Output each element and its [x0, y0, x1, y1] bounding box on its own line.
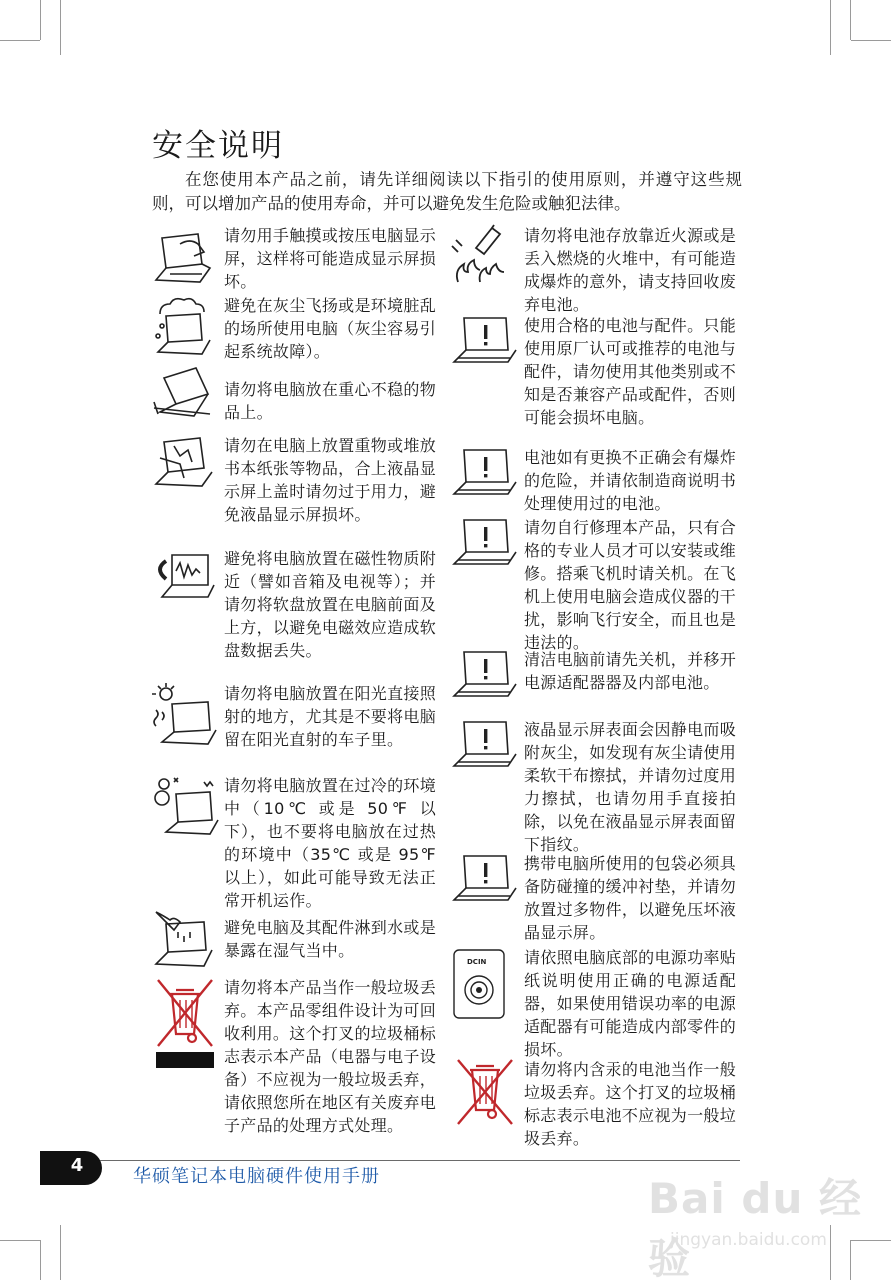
- crop-mark: [60, 0, 61, 55]
- magnet-icon: [150, 547, 220, 617]
- safety-item: [450, 946, 745, 1061]
- safety-item: [150, 294, 445, 364]
- safety-item: [150, 364, 445, 434]
- safety-text: 请勿将电池存放靠近火源或是丢入燃烧的火堆中，有可能造成爆炸的意外，请支持回收废弃电池。: [524, 226, 736, 314]
- safety-item: [150, 908, 445, 978]
- water-icon: [150, 908, 220, 978]
- safety-text: 避免在灰尘飞扬或是环境脏乱的场所使用电脑（灰尘容易引起系统故障）。: [224, 296, 436, 361]
- crop-mark: [40, 0, 41, 40]
- temperature-icon: [150, 774, 220, 844]
- safety-text: 清洁电脑前请先关机，并移开电源适配器器及内部电池。: [524, 650, 736, 692]
- crop-mark: [60, 1225, 61, 1280]
- watermark-logo: Bai du 经验: [648, 1174, 862, 1283]
- safety-text: 请勿将电脑放置在阳光直接照射的地方，尤其是不要将电脑留在阳光直射的车子里。: [224, 684, 436, 749]
- crossed-bin-icon: [150, 976, 220, 1076]
- safety-item: [450, 314, 745, 429]
- safety-text: 携带电脑所使用的包袋必须具备防碰撞的缓冲衬垫，并请勿放置过多物件，以避免压坏液晶显示屏。: [524, 854, 736, 942]
- footer-title: 华硕笔记本电脑硬件使用手册: [133, 1166, 380, 1187]
- safety-item: [150, 774, 445, 912]
- crossed-bin-icon: [450, 1058, 520, 1128]
- safety-text: 请勿用手触摸或按压电脑显示屏，这样将可能造成显示屏损坏。: [224, 226, 436, 291]
- safety-text: 电池如有更换不正确会有爆炸的危险，并请依制造商说明书处理使用过的电池。: [524, 448, 736, 513]
- watermark-url: jingyan.baidu.com: [670, 1230, 827, 1250]
- sunlight-icon: [150, 682, 220, 752]
- safety-item: [450, 1058, 745, 1150]
- safety-text: 请勿将电脑放置在过冷的环境中（10℃ 或是 50℉ 以下），也不要将电脑放在过热的环境中（35℃ 或是 95℉ 以上），如此可能导致无法正常开机运作。: [224, 776, 436, 910]
- watermark: [628, 1148, 868, 1283]
- dcin-icon: [450, 946, 520, 1022]
- safety-item: [150, 224, 445, 294]
- battery-fire-icon: [450, 224, 520, 294]
- warning-laptop-icon: [450, 516, 520, 586]
- heavy-object-icon: [150, 434, 220, 504]
- safety-text: 请勿将本产品当作一般垃圾丢弃。本产品零组件设计为可回收利用。这个打叉的垃圾桶标志表示本产品（电器与电子设备）不应视为一般垃圾丢弃，请依照您所在地区有关废弃电子产品的处理方式处理。: [224, 978, 436, 1135]
- safety-item: [450, 718, 745, 856]
- safety-item: [150, 547, 445, 662]
- safety-item: [450, 224, 745, 316]
- warning-laptop-icon: [450, 314, 520, 384]
- crop-mark: [851, 40, 891, 41]
- safety-item: [450, 852, 745, 944]
- safety-text: 使用合格的电池与配件。只能使用原厂认可或推荐的电池与配件，请勿使用其他类别或不知是否兼容产品或配件，否则可能会损坏电脑。: [524, 316, 736, 427]
- safety-text: 请勿将电脑放在重心不稳的物品上。: [224, 380, 436, 422]
- safety-text: 避免将电脑放置在磁性物质附近（譬如音箱及电视等）；并请勿将软盘放置在电脑前面及上方，以避免电磁效应造成软盘数据丢失。: [224, 549, 436, 660]
- warning-laptop-icon: [450, 648, 520, 718]
- dcin-label: DCIN: [467, 958, 487, 966]
- page-title: 安全说明: [152, 128, 284, 164]
- crop-mark: [0, 1240, 40, 1241]
- safety-item: [150, 682, 445, 752]
- crop-mark: [830, 0, 831, 55]
- page-number: 4: [70, 1155, 84, 1176]
- safety-text: 液晶显示屏表面会因静电而吸附灰尘，如发现有灰尘请使用柔软干布擦拭，并请勿过度用力擦拭，也请勿用手直接拍除，以免在液晶显示屏表面留下指纹。: [524, 720, 736, 854]
- dust-icon: [150, 294, 220, 364]
- safety-text: 避免电脑及其配件淋到水或是暴露在湿气当中。: [224, 918, 436, 960]
- safety-text: 请勿在电脑上放置重物或堆放书本纸张等物品，合上液晶显示屏上盖时请勿过于用力，避免液晶显示屏损坏。: [224, 436, 436, 524]
- crop-mark: [40, 1240, 41, 1280]
- touch-screen-icon: [150, 224, 220, 294]
- safety-text: 请勿自行修理本产品，只有合格的专业人员才可以安装或维修。搭乘飞机时请关机。在飞机上使用电脑会造成仪器的干扰，影响飞行安全，而且也是违法的。: [524, 518, 736, 652]
- safety-item: [450, 648, 745, 718]
- safety-item: [150, 976, 445, 1137]
- safety-item: [450, 516, 745, 654]
- safety-text: 请依照电脑底部的电源功率贴纸说明使用正确的电源适配器，如果使用错误功率的电源适配器有可能造成内部零件的损坏。: [524, 948, 736, 1059]
- safety-text: 请勿将内含汞的电池当作一般垃圾丢弃。这个打叉的垃圾桶标志表示电池不应视为一般垃圾丢弃。: [524, 1060, 736, 1148]
- warning-laptop-icon: [450, 852, 520, 922]
- warning-laptop-icon: [450, 446, 520, 516]
- warning-laptop-icon: [450, 718, 520, 788]
- safety-item: [450, 446, 745, 516]
- intro-paragraph: 在您使用本产品之前，请先详细阅读以下指引的使用原则，并遵守这些规则，可以增加产品的使用寿命，并可以避免发生危险或触犯法律。: [152, 170, 742, 213]
- unstable-surface-icon: [150, 364, 220, 434]
- safety-item: [150, 434, 445, 526]
- crop-mark: [850, 0, 851, 40]
- crop-mark: [0, 40, 40, 41]
